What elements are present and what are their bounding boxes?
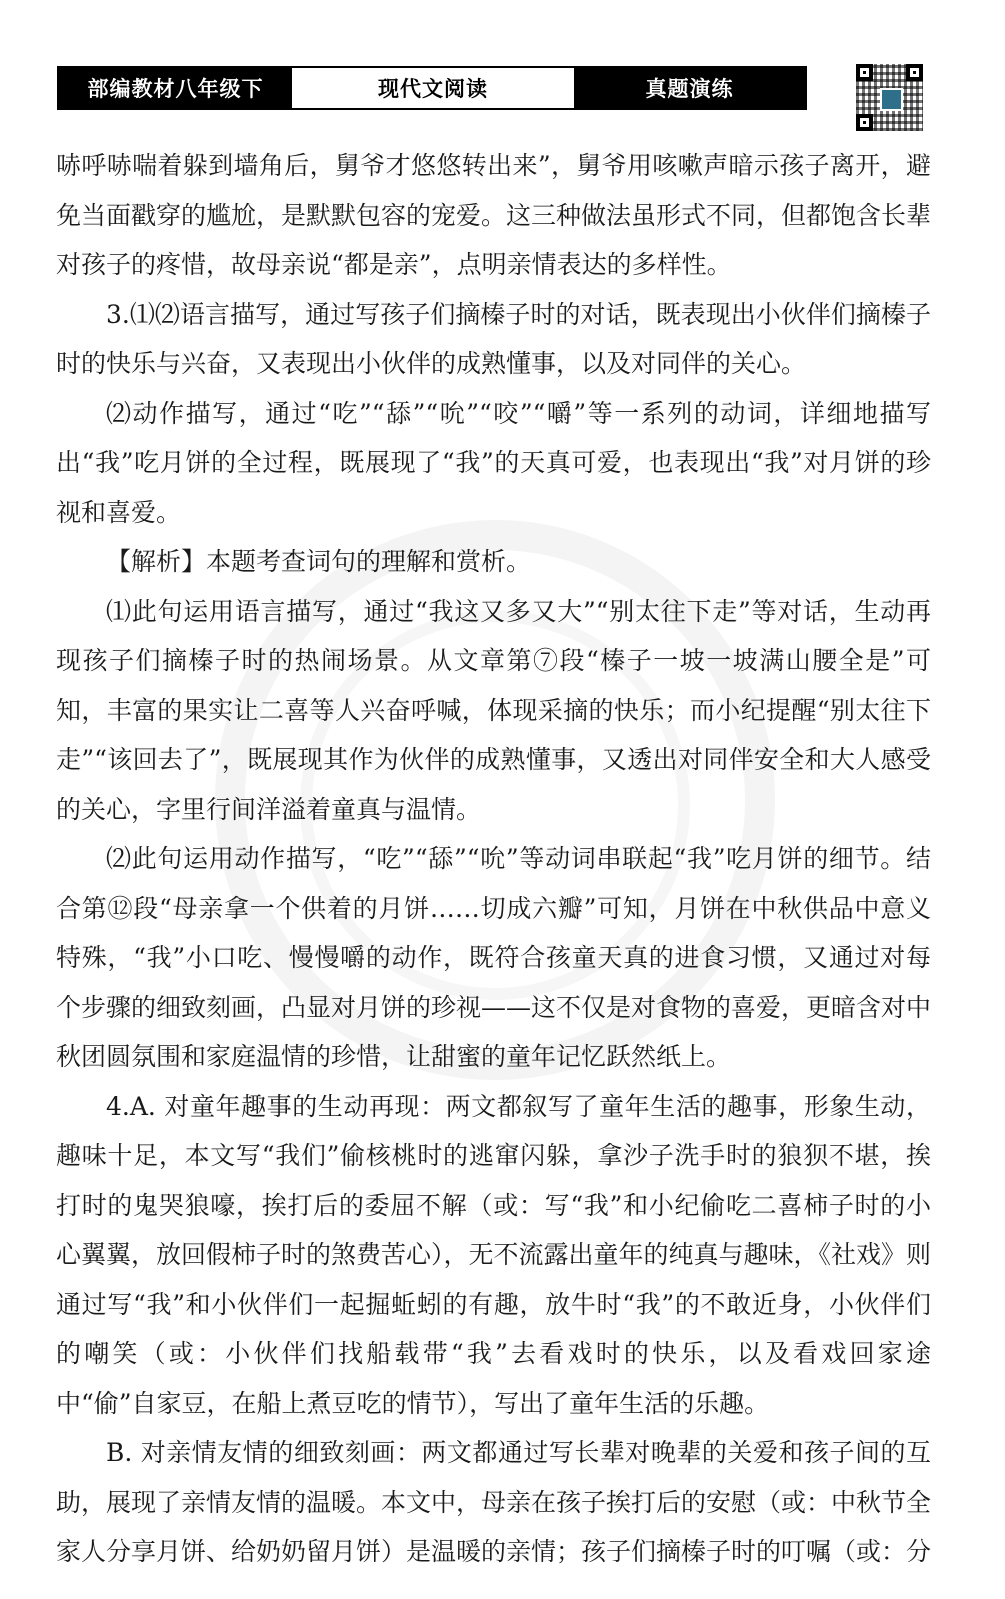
- header-grade-label: 部编教材八年级下: [59, 68, 292, 108]
- qr-finder-icon: [906, 64, 923, 81]
- header-bar: [57, 66, 807, 110]
- paragraph: 【解析】本题考查词句的理解和赏析。: [106, 547, 532, 576]
- paragraph: 哧呼哧喘着躲到墙角后，舅爷才悠悠转出来”，舅爷用咳嗽声暗示孩子离开，避免当面戳穿的尴尬，是默默包容的宠爱。这三种做法虽形式不同，但都饱含长辈对孩子的疼惜，故母亲说“都是亲”，点明亲情表达的多样性。: [56, 151, 932, 279]
- paragraph: 4.A. 对童年趣事的生动再现：两文都叙写了童年生活的趣事，形象生动，趣味十足，本文写“我们”偷核桃时的逃窜闪躲，拿沙子洗手时的狼狈不堪，挨打时的鬼哭狼嚎，挨打后的委屈不解（或：写“我”和小纪偷吃二喜柿子时的小心翼翼，放回假柿子时的煞费苦心），无不流露出童年的纯真与趣味，《社戏》则通过写“我”和小伙伴们一起掘蚯蚓的有趣，放牛时“我”的不敢近身，小伙伴们的嘲笑（或：小伙伴们找船载带“我”去看戏时的快乐，以及看戏回家途中“偷”自家豆，在船上煮豆吃的情节），写出了童年生活的乐趣。: [56, 1091, 932, 1418]
- qr-code-icon: [856, 64, 923, 131]
- paragraph: ⑴此句运用语言描写，通过“我这又多又大”“别太往下走”等对话，生动再现孩子们摘榛子时的热闹场景。从文章第⑦段“榛子一坡一坡满山腰全是”可知，丰富的果实让二喜等人兴奋呼喊，体现采摘的快乐；而小纪提醒“别太往下走”“该回去了”，既展现其作为伙伴的成熟懂事，又透出对同伴安全和大人感受的关心，字里行间洋溢着童真与温情。: [56, 596, 931, 824]
- paragraph: ⑵动作描写，通过“吃”“舔”“吮”“咬”“嚼”等一系列的动词，详细地描写出“我”吃月饼的全过程，既展现了“我”的天真可爱，也表现出“我”对月饼的珍视和喜爱。: [56, 398, 931, 527]
- answer-content: [56, 141, 931, 1577]
- qr-finder-icon: [856, 114, 873, 131]
- paragraph: 3.⑴⑵语言描写，通过写孩子们摘榛子时的对话，既表现出小伙伴们摘榛子时的快乐与兴奋，又表现出小伙伴的成熟懂事，以及对同伴的关心。: [56, 299, 931, 378]
- qr-logo-icon: [880, 88, 903, 111]
- header-practice-label: 真题演练: [574, 68, 805, 108]
- paragraph: ⑵此句运用动作描写，“吃”“舔”“吮”等动词串联起“我”吃月饼的细节。结合第⑫段“母亲拿一个供着的月饼……切成六瓣”可知，月饼在中秋供品中意义特殊，“我”小口吃、慢慢嚼的动作，既符合孩童天真的进食习惯，又通过对每个步骤的细致刻画，凸显对月饼的珍视——这不仅是对食物的喜爱，更暗含对中秋团圆氛围和家庭温情的珍惜，让甜蜜的童年记忆跃然纸上。: [56, 844, 932, 1071]
- paragraph: B. 对亲情友情的细致刻画：两文都通过写长辈对晚辈的关爱和孩子间的互助，展现了亲情友情的温暖。本文中，母亲在孩子挨打后的安慰（或：中秋节全家人分享月饼、给奶奶留月饼）是温暖的亲情；孩子们摘榛子时的叮嘱（或：分: [56, 1438, 932, 1566]
- header-section-label: 现代文阅读: [292, 68, 574, 108]
- qr-finder-icon: [856, 64, 873, 81]
